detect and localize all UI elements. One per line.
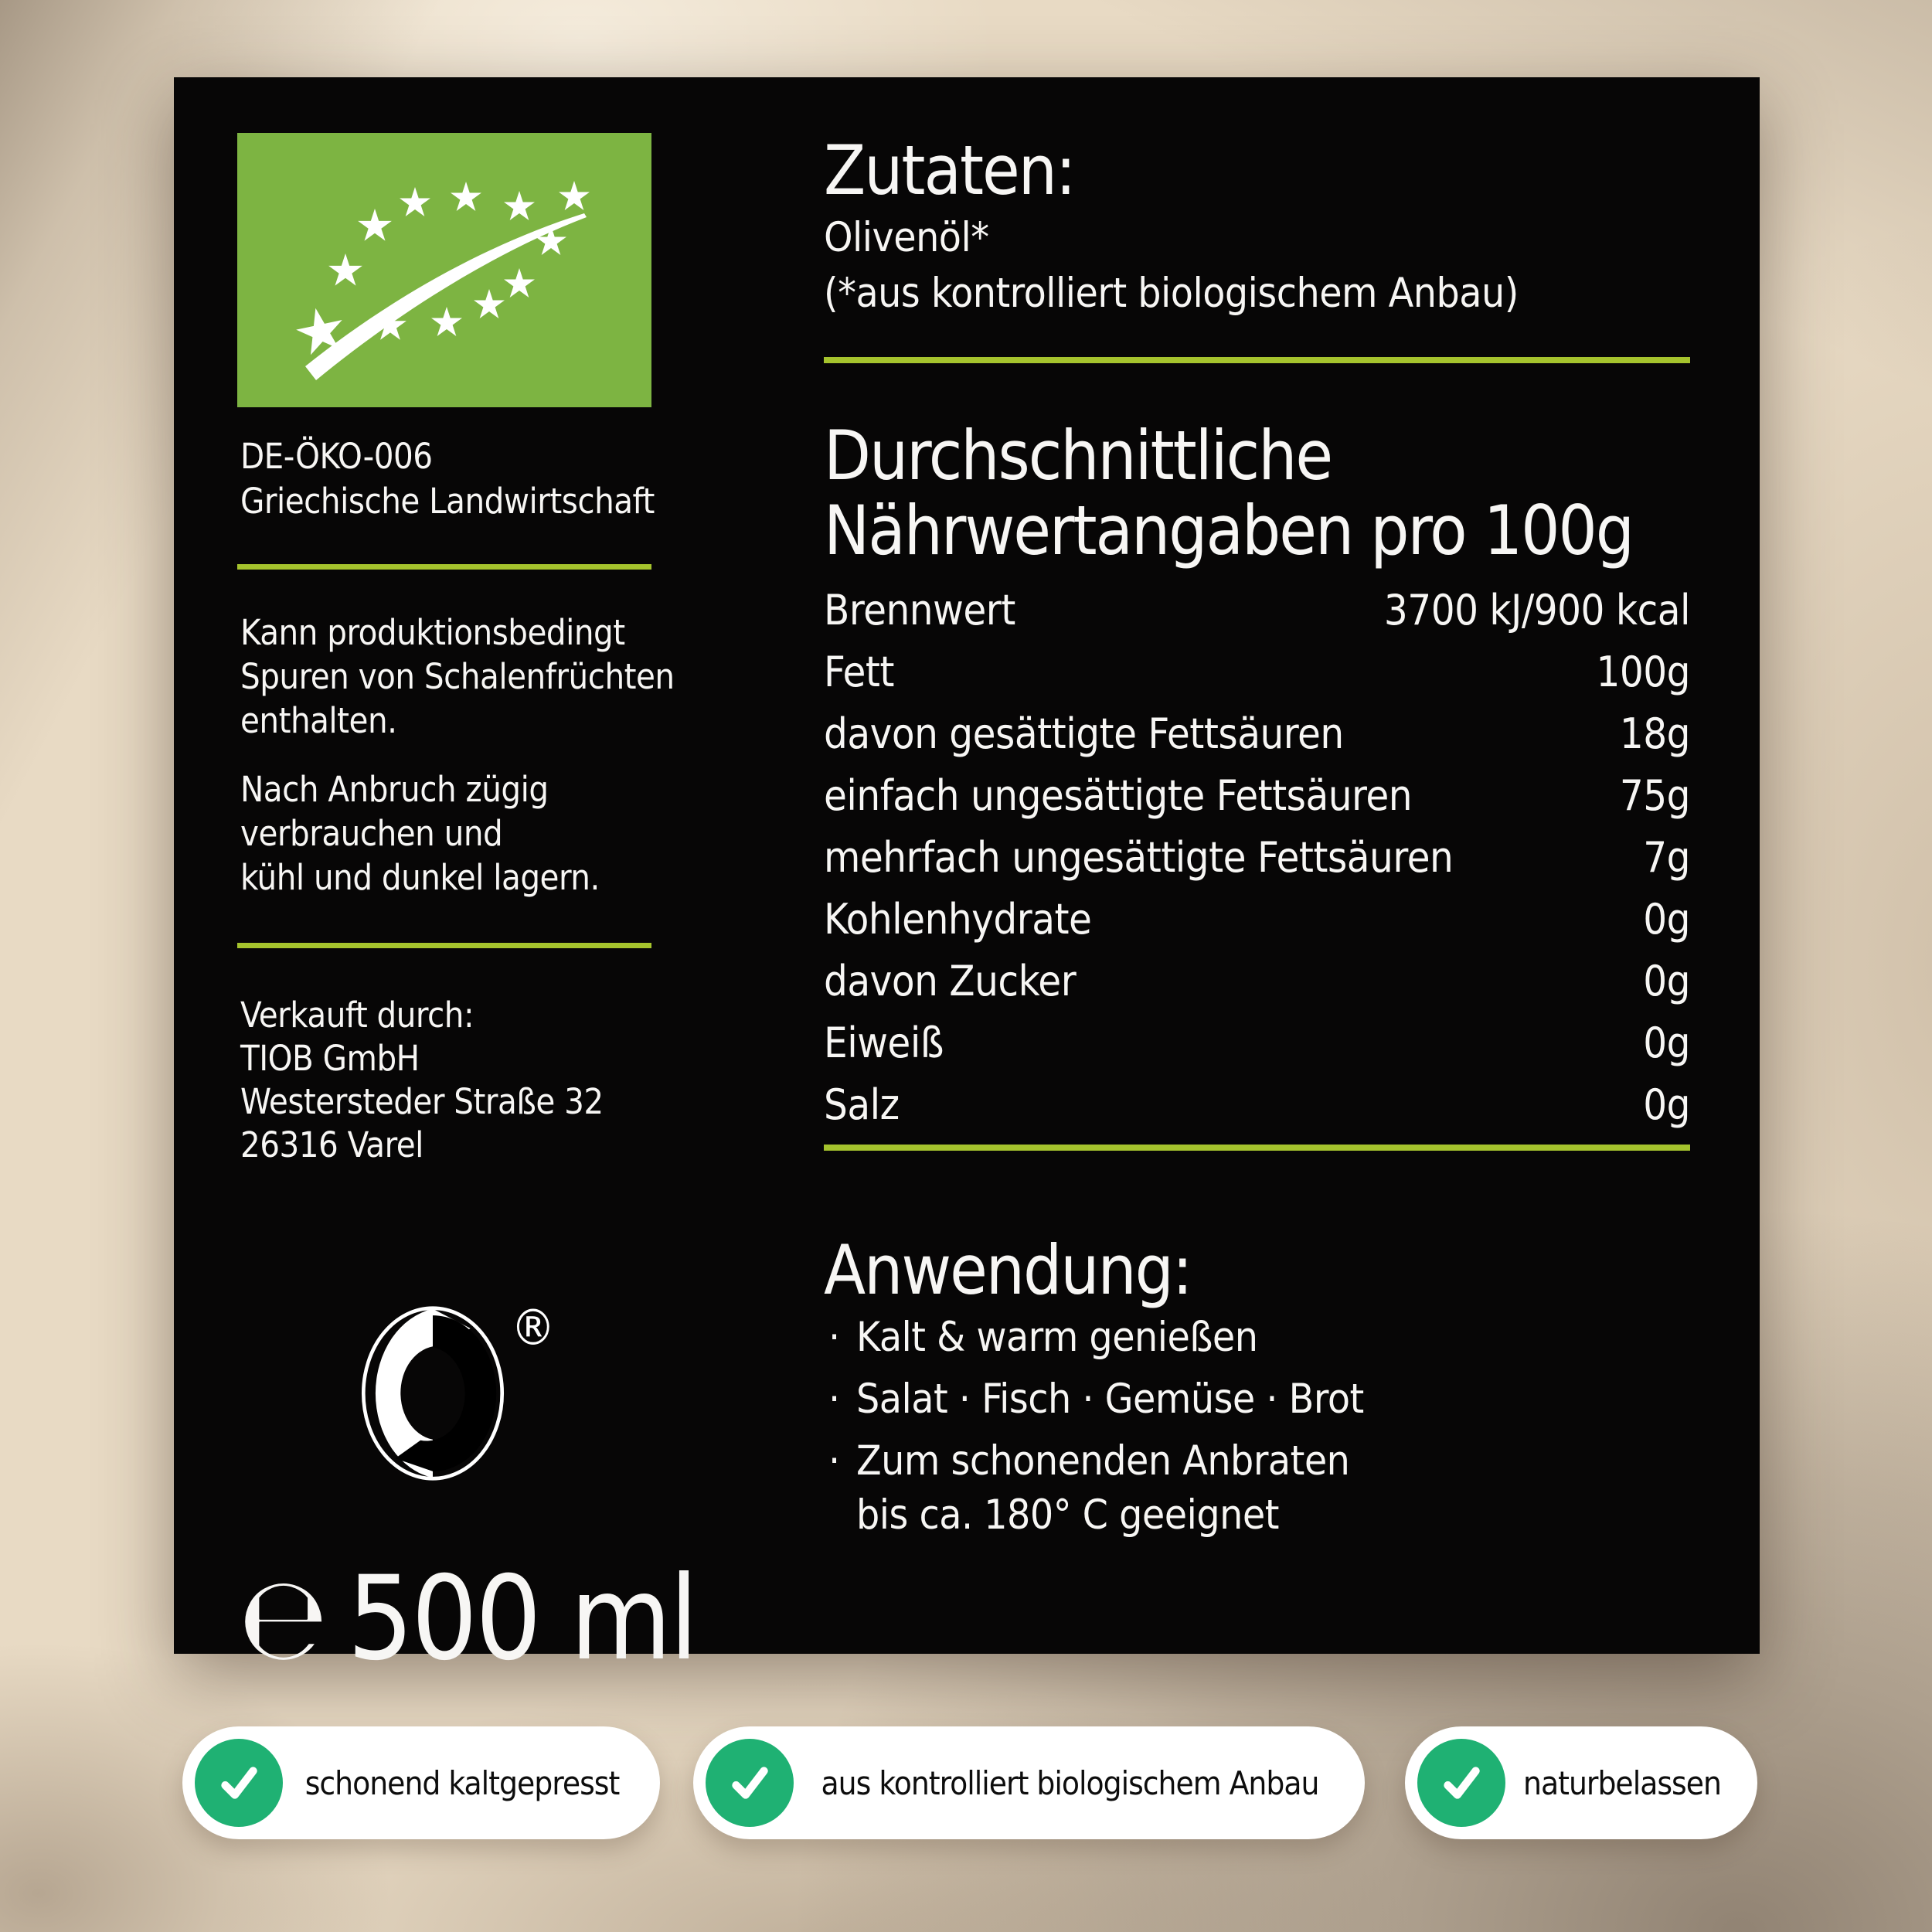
nutrient-value: 75g — [1619, 770, 1690, 820]
usage-line: Salat · Fisch · Gemüse · Brot — [856, 1376, 1364, 1423]
green-dot-recycling-icon — [359, 1305, 506, 1481]
nutrition-title-line: Nährwertangaben pro 100g — [824, 491, 1634, 570]
eu-organic-leaf-stars-icon — [237, 133, 651, 407]
certification-code: DE-ÖKO-006 — [240, 436, 433, 477]
eu-organic-logo-svg — [237, 133, 651, 407]
table-row — [824, 950, 1690, 1012]
checkmark-icon — [213, 1757, 264, 1808]
table-row — [824, 1012, 1690, 1073]
bullet-marker: · — [828, 1314, 840, 1361]
seller-line: Verkauft durch: — [240, 995, 474, 1036]
volume-amount: 500 ml — [347, 1552, 696, 1686]
nutrient-name: einfach ungesättigte Fettsäuren — [824, 770, 1413, 820]
allergy-line: enthalten. — [240, 700, 397, 741]
list-item — [824, 1311, 1690, 1365]
nutrient-name: Salz — [824, 1080, 900, 1129]
divider — [237, 943, 651, 948]
table-row — [824, 579, 1690, 641]
table-row — [824, 1073, 1690, 1135]
checkmark-icon — [1436, 1757, 1487, 1808]
table-row — [824, 641, 1690, 702]
checkmark-icon — [724, 1757, 775, 1808]
nutrient-name: Fett — [824, 647, 894, 696]
check-circle-icon — [706, 1739, 794, 1827]
nutrient-name: Kohlenhydrate — [824, 894, 1092, 944]
nutrition-title-line: Durchschnittliche — [824, 416, 1332, 495]
storage-line: verbrauchen und — [240, 813, 503, 854]
check-circle-icon — [195, 1739, 283, 1827]
storage-line: kühl und dunkel lagern. — [240, 857, 600, 898]
estimated-sign: ℮ — [239, 1552, 326, 1686]
seller-line: 26316 Varel — [240, 1124, 423, 1165]
certification-origin: Griechische Landwirtschaft — [240, 481, 655, 522]
nutrient-name: Brennwert — [824, 585, 1015, 634]
allergy-line: Spuren von Schalenfrüchten — [240, 656, 675, 697]
seller-line: Westersteder Straße 32 — [240, 1081, 604, 1122]
certification-block — [240, 434, 655, 524]
nutrient-name: davon Zucker — [824, 956, 1077, 1005]
allergy-line: Kann produktionsbedingt — [240, 612, 625, 653]
green-dot-svg — [359, 1305, 506, 1481]
nutrition-table — [824, 579, 1690, 1135]
table-row — [824, 826, 1690, 888]
usage-line: bis ca. 180° C geeignet — [856, 1492, 1279, 1539]
storage-line: Nach Anbruch zügig — [240, 769, 549, 810]
table-row — [824, 888, 1690, 950]
ingredients-line: (*aus kontrolliert biologischem Anbau) — [824, 270, 1519, 317]
seller-address — [240, 994, 604, 1167]
storage-note — [240, 767, 600, 900]
ingredients-text — [824, 210, 1690, 321]
badge-label: aus kontrolliert biologischem Anbau — [821, 1764, 1319, 1802]
nutrient-value: 100g — [1596, 647, 1690, 696]
feature-badge — [182, 1726, 660, 1839]
feature-badge — [1405, 1726, 1757, 1839]
usage-title: Anwendung: — [824, 1230, 1192, 1310]
registered-trademark-symbol: ® — [511, 1300, 556, 1357]
divider — [824, 1145, 1690, 1151]
list-item — [824, 1372, 1690, 1427]
nutrition-title — [824, 418, 1690, 568]
nutrient-value: 0g — [1643, 894, 1690, 944]
nutrient-value: 18g — [1619, 709, 1690, 758]
usage-list — [824, 1311, 1690, 1550]
net-volume — [239, 1552, 696, 1686]
list-item — [824, 1434, 1690, 1543]
badge-label: schonend kaltgepresst — [304, 1764, 620, 1802]
ingredients-line: Olivenöl* — [824, 214, 989, 261]
nutrient-name: davon gesättigte Fettsäuren — [824, 709, 1344, 758]
divider — [237, 564, 651, 570]
nutrient-value: 3700 kJ/900 kcal — [1383, 585, 1690, 634]
usage-line: Kalt & warm genießen — [856, 1314, 1258, 1361]
allergy-note — [240, 611, 675, 743]
nutrient-name: Eiweiß — [824, 1018, 944, 1067]
ingredients-title: Zutaten: — [824, 131, 1075, 210]
divider — [824, 357, 1690, 363]
back-label — [174, 77, 1760, 1686]
nutrient-value: 7g — [1643, 832, 1690, 882]
nutrient-name: mehrfach ungesättigte Fettsäuren — [824, 832, 1454, 882]
nutrient-value: 0g — [1643, 1080, 1690, 1129]
badge-label: naturbelassen — [1523, 1764, 1721, 1802]
nutrient-value: 0g — [1643, 1018, 1690, 1067]
table-row — [824, 702, 1690, 764]
nutrient-value: 0g — [1643, 956, 1690, 1005]
usage-line: Zum schonenden Anbraten — [856, 1437, 1350, 1485]
seller-line: TIOB GmbH — [240, 1038, 420, 1079]
feature-badge — [693, 1726, 1365, 1839]
bullet-marker: · — [828, 1437, 840, 1485]
check-circle-icon — [1417, 1739, 1505, 1827]
table-row — [824, 764, 1690, 826]
bullet-marker: · — [828, 1376, 840, 1423]
